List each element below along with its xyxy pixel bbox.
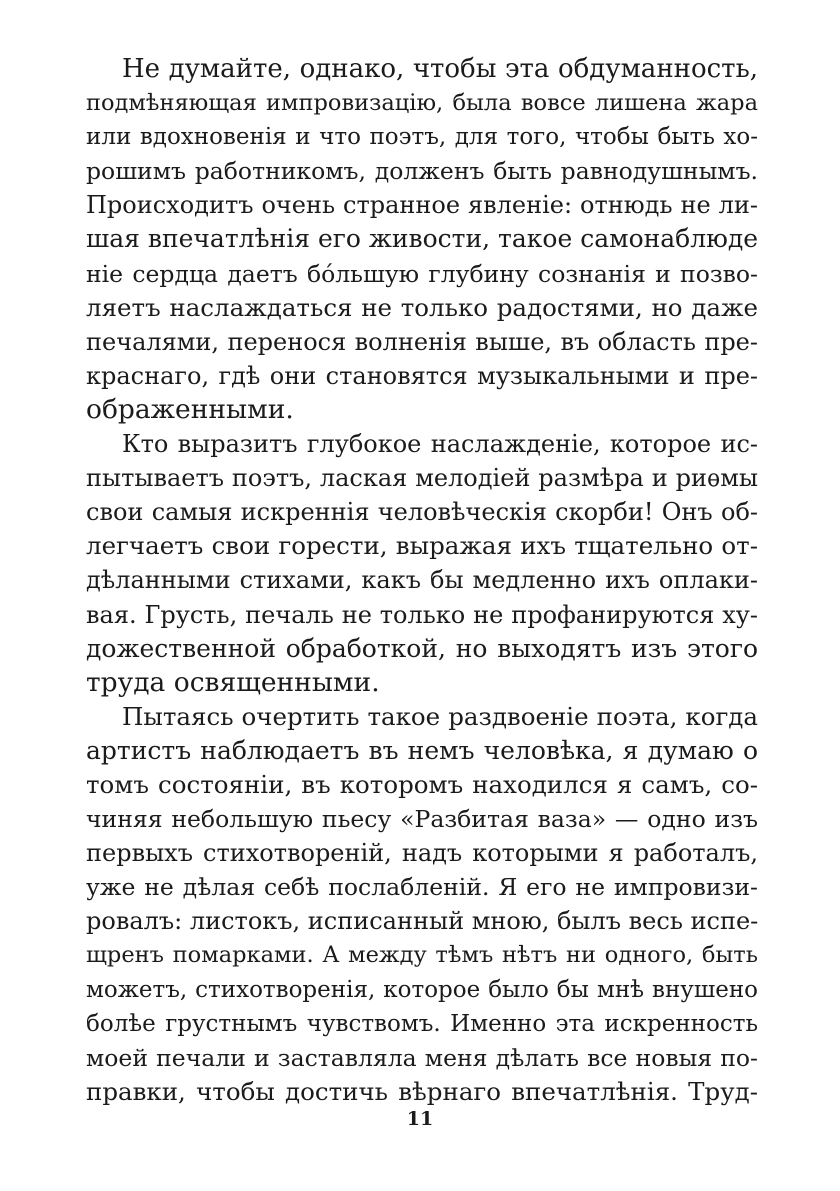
text-line: щренъ помарками. А между тѣмъ нѣтъ ни одного, быть xyxy=(86,942,758,969)
body-text xyxy=(86,52,758,1109)
text-line: болѣе грустнымъ чувствомъ. Именно эта искренность xyxy=(86,1010,758,1037)
text-line: первыхъ стихотвореній, надъ которыми я работалъ, xyxy=(86,839,758,868)
text-line: краснаго, гдѣ они становятся музыкальными и пре- xyxy=(86,361,758,390)
text-line: правки, чтобы достичь вѣрнаго впечатлѣнія. Труд- xyxy=(86,1076,758,1106)
text-line: свои самыя искреннія человѣческія скорби! Онъ об- xyxy=(86,498,758,527)
text-line: чиняя небольшую пьесу «Разбитая ваза» — одно изъ xyxy=(86,805,758,834)
text-line: печалями, перенося волненія выше, въ область пре- xyxy=(86,327,758,356)
page-number: 11 xyxy=(406,1108,434,1130)
text-line: легчаетъ свои горести, выражая ихъ тщательно от- xyxy=(86,531,758,561)
text-line: труда освященными. xyxy=(86,666,380,698)
text-line: пытываетъ поэтъ, лаская мелодіей размѣра и риѳмы xyxy=(86,464,758,493)
text-line: или вдохновенія и что поэтъ, для того, чтобы быть хо- xyxy=(86,124,758,151)
text-line: подмѣняющая импровизацію, была вовсе лишена жара xyxy=(86,90,758,117)
text-line: томъ состояніи, въ которомъ находился я самъ, со- xyxy=(86,769,758,799)
text-line: артистъ наблюдаетъ въ немъ человѣка, я думаю о xyxy=(86,735,758,765)
text-line: Пытаясь очертить такое раздвоеніе поэта, когда xyxy=(122,701,758,731)
text-line: Не думайте, однако, чтобы эта обдуманность, xyxy=(122,54,758,84)
text-line: ображенными. xyxy=(86,393,294,425)
text-line: Кто выразитъ глубокое наслажденіе, которое ис- xyxy=(122,430,758,459)
text-line: Происходитъ очень странное явленіе: отнюдь не ли- xyxy=(86,191,758,220)
text-line: ніе сердца даетъ бо́льшую глубину сознанія и позво- xyxy=(86,259,758,288)
text-line: можетъ, стихотворенія, которое было бы мнѣ внушено xyxy=(86,976,758,1003)
text-line: дожественной обработкой, но выходятъ изъ этого xyxy=(86,633,758,663)
text-line: вая. Грусть, печаль не только не профанируются ху- xyxy=(86,600,758,629)
text-line: уже не дѣлая себѣ послабленій. Я его не импровизи- xyxy=(86,873,758,902)
text-line: ляетъ наслаждаться не только радостями, но даже xyxy=(86,292,758,322)
text-line: дѣланными стихами, какъ бы медленно ихъ оплаки- xyxy=(86,566,758,595)
text-line: моей печали и заставляла меня дѣлать все новыя по- xyxy=(86,1043,758,1072)
text-line: шая впечатлѣнія его живости, такое самонаблюде xyxy=(86,224,759,254)
text-line: рошимъ работникомъ, долженъ быть равнодушнымъ. xyxy=(86,157,758,186)
text-line: ровалъ: листокъ, исписанный мною, былъ весь испе- xyxy=(86,907,759,936)
